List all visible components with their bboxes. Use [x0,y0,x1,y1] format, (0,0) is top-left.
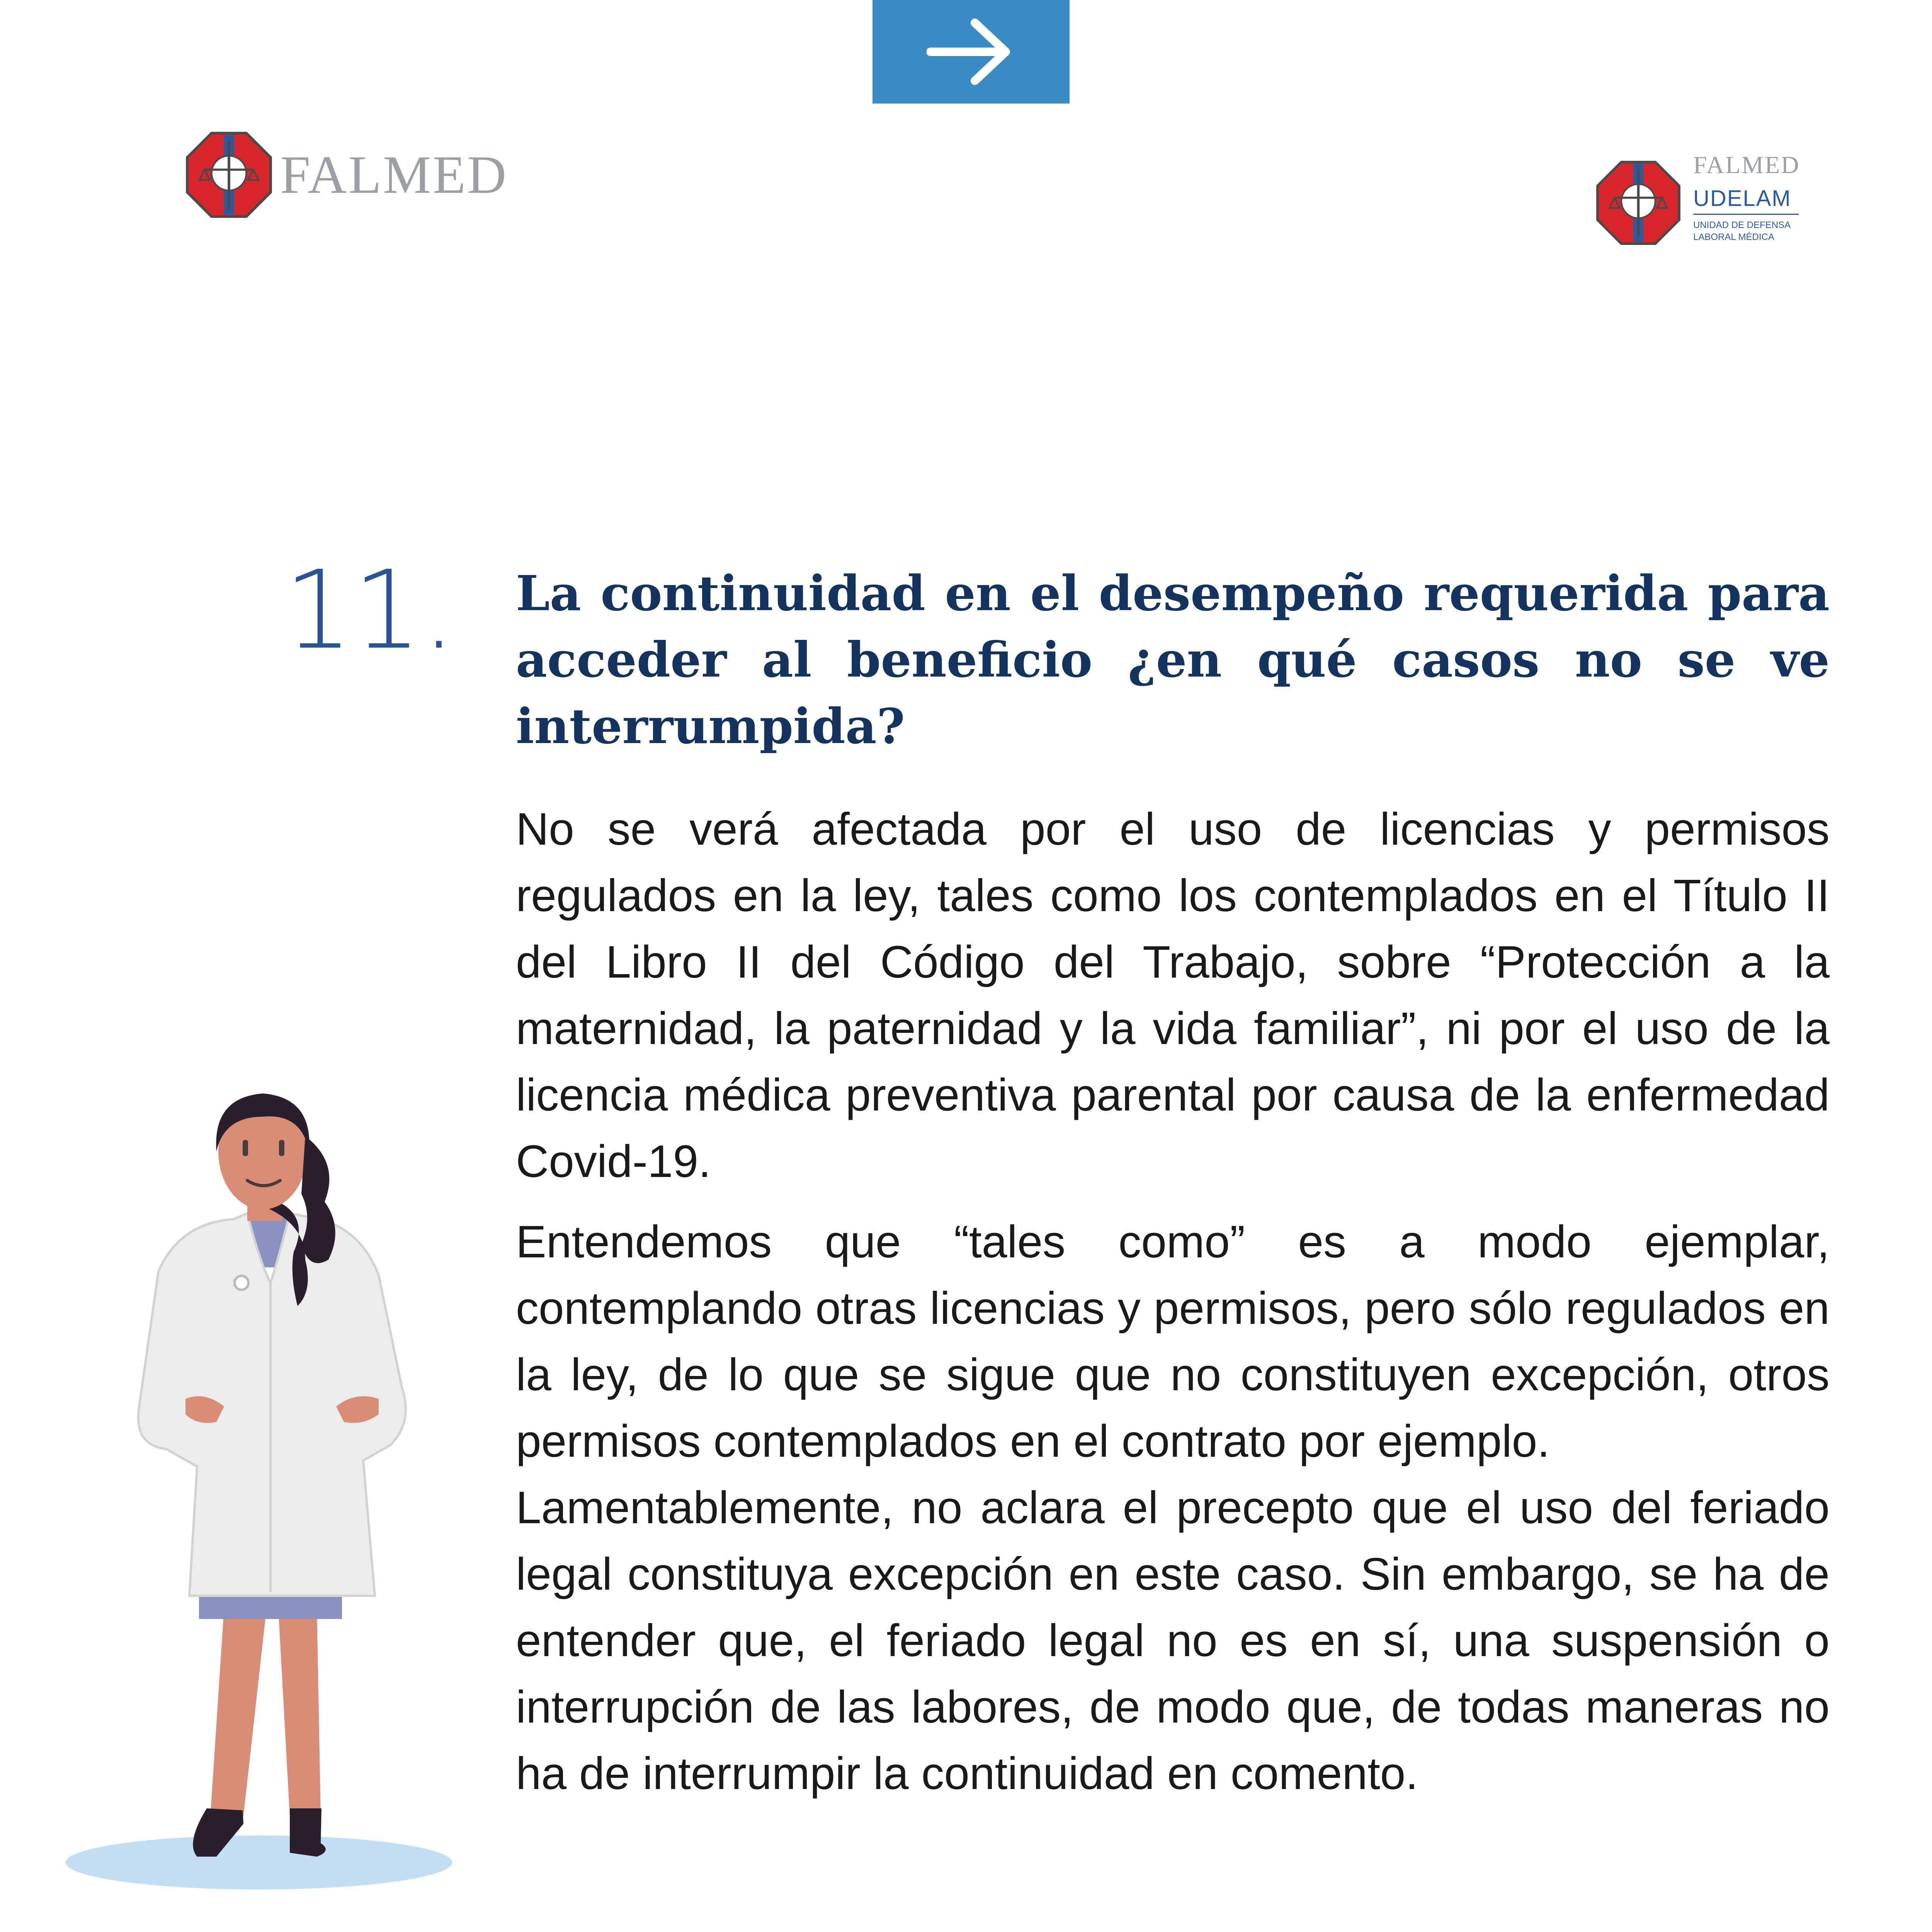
falmed-logo [185,131,508,218]
falmed-emblem-icon [185,131,272,218]
question-title: La continuidad en el desempeño requerida para acceder al beneficio ¿en qué casos no se ve interrumpida? [516,565,1830,755]
next-button[interactable] [872,0,1070,104]
answer-paragraph-2: Entendemos que “tales como” es a modo ejemplar, contemplando otras licencias y permisos, pero sólo regulados en la ley, de lo que se sigue que no constituyen excepción, otros permisos contemplados en el contrato por ejemplo. [516,1216,1830,1467]
answer-paragraph-1: No se verá afectada por el uso de licencias y permisos regulados en la ley, tales como los contemplados en el Título II del Libro II del Código del Trabajo, sobre “Protección a la maternidad, la paternidad y la vida familiar”, ni por el uso de la licencia médica preventiva parental por causa de la enfermedad Covid-19. [516,804,1830,1187]
falmed-logo-text: FALMED [280,145,508,205]
question-number: 11. [284,548,456,673]
udelam-logo-falmed: FALMED [1693,151,1800,179]
answer-body [516,796,1830,1807]
udelam-logo-divider [1693,214,1799,215]
udelam-logo-subtitle: UNIDAD DE DEFENSA LABORAL MÉDICA [1693,220,1790,243]
udelam-logo-unit: UDELAM [1693,186,1791,211]
udelam-emblem-icon [1596,160,1681,245]
doctor-illustration [62,1090,468,1905]
arrow-right-icon [927,17,1015,87]
udelam-logo [1596,153,1799,269]
answer-paragraph-3: Lamentablemente, no aclara el precepto que el uso del feriado legal constituya excepción en este caso. Sin embargo, se ha de entender que, el feriado legal no es en sí, una suspensión o interrupción de las labores, de modo que, de todas maneras no ha de interrumpir la continuidad en comento. [516,1482,1830,1799]
